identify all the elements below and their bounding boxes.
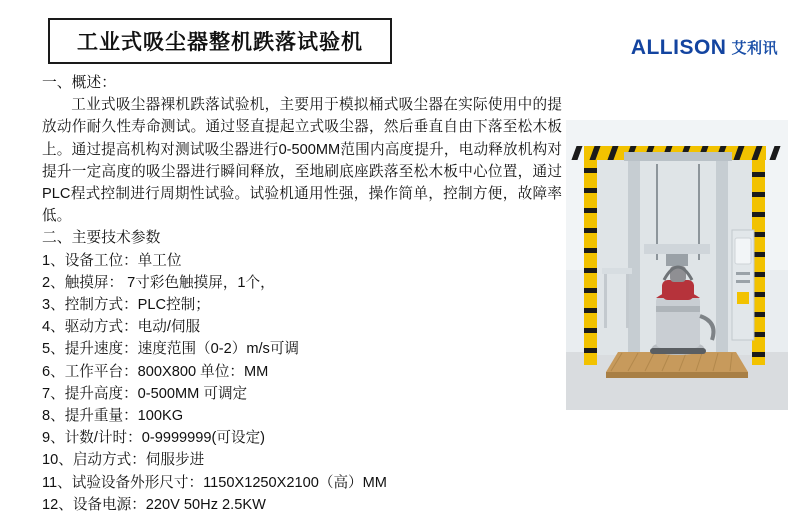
spec-item: 1、设备工位：单工位: [42, 252, 182, 269]
overview-heading: 一、概述：: [42, 75, 116, 91]
spec-item: 5、提升速度：速度范围（0-2）m/s可调: [42, 341, 300, 358]
page-title-box: [48, 18, 392, 64]
overview-paragraph: 工业式吸尘器裸机跌落试验机，主要用于模拟桶式吸尘器在实际使用中的提放动作耐久性寿命测试。通过竖直提起立式吸尘器，然后垂直自由下落至松木板上。通过提高机构对测试吸尘器进行0-500MM范围内高度提升，电动释放机构对提升一定高度的吸尘器进行瞬间释放，至地刷底座跌落至松木板中心位置，通过PLC程式控制进行周期性试验。试验机通用性强，操作简单，控制方便，故障率低。: [42, 97, 562, 225]
spec-item: 12、设备电源：220V 50Hz 2.5KW: [42, 496, 266, 513]
machine-photo: [566, 120, 788, 410]
spec-item: 9、计数/计时：0-9999999(可设定): [42, 430, 266, 447]
content-body: [42, 72, 562, 516]
logo-text-cn: 艾利讯: [731, 40, 778, 57]
spec-item: 4、驱动方式：电动/伺服: [42, 319, 201, 336]
spec-item: 2、触摸屏： 7寸彩色触摸屏，1个，: [42, 274, 275, 291]
logo-text-en: ALLISON: [630, 36, 727, 59]
page-title: 工业式吸尘器整机跌落试验机: [77, 31, 363, 54]
spec-item: 6、工作平台：800X800 单位：MM: [42, 363, 269, 380]
spec-item: 11、试验设备外形尺寸：1150X1250X2100（高）MM: [42, 474, 387, 491]
spec-item: 3、控制方式：PLC控制；: [42, 297, 210, 314]
spec-item: 8、提升重量：100KG: [42, 408, 184, 425]
spec-item: 10、启动方式：伺服步进: [42, 452, 205, 469]
brand-logo: [631, 36, 778, 60]
params-heading: 二、主要技术参数: [42, 230, 161, 247]
spec-item: 7、提升高度：0-500MM 可调定: [42, 385, 248, 402]
